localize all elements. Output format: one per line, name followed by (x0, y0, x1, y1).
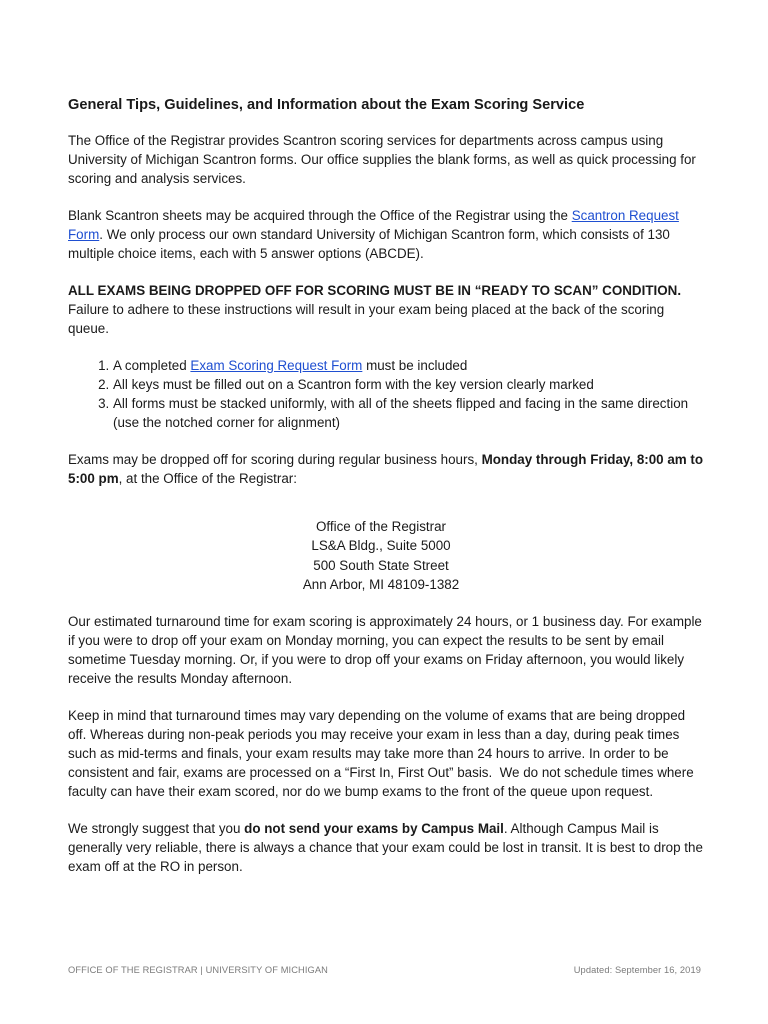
ready-to-scan-text: Failure to adhere to these instructions will result in your exam being placed at the back of the scoring queue. (68, 283, 689, 336)
registrar-address (68, 506, 704, 594)
volume-text: Keep in mind that turnaround times may vary depending on the volume of exams that are being dropped off. Whereas during non-peak periods you may receive your exam in less than a day, during peak times such as mid-terms and finals, your exam results may take more than 24 hours to arrive. In order to be consistent and fair, exams are processed on a “First In, First Out” basis. We do not schedule times where faculty can have their exam scored, nor do we bump exams to the front of the queue upon request. (68, 708, 698, 800)
turnaround-paragraph (68, 612, 704, 688)
footer-updated-date: Updated: September 16, 2019 (573, 965, 701, 975)
campus-mail-text-before: We strongly suggest that you (68, 821, 245, 837)
intro-paragraph (68, 131, 704, 188)
list-item: 2. All keys must be filled out on a Scantron form with the key version clearly marked (113, 375, 704, 394)
hours-text-after: , at the Office of the Registrar: (118, 471, 297, 486)
volume-paragraph (68, 706, 704, 801)
requirement-1-before: A completed (113, 358, 191, 373)
campus-mail-text-after: . Although Campus Mail is generally very reliable, there is always a chance that your exam could be lost in transit. It is best to drop the exam off at the RO in person. (68, 821, 703, 875)
hours-text-before: Exams may be dropped off for scoring during regular business hours, (68, 452, 482, 467)
campus-mail-paragraph (68, 819, 704, 876)
page-footer (68, 965, 701, 975)
address-line: 500 South State Street (313, 557, 449, 573)
address-line: Ann Arbor, MI 48109-1382 (302, 576, 460, 592)
document-page (68, 96, 704, 894)
list-item: 3. All forms must be stacked uniformly, with all of the sheets flipped and facing in the same direction (use the notched corner for alignment) (113, 394, 704, 432)
address-line: Office of the Registrar (316, 519, 446, 534)
requirement-1-after: must be included (362, 358, 468, 373)
page-title: General Tips, Guidelines, and Information about the Exam Scoring Service (68, 97, 585, 113)
intro-text: The Office of the Registrar provides Scantron scoring services for departments across campus using University of Michigan Scantron forms. Our office supplies the blank forms, as well as quick processing for scoring and analysis services. (68, 133, 696, 186)
business-hours: Monday through Friday, 8:00 am to 5:00 pm (68, 452, 704, 486)
scantron-request-form-link[interactable]: Scantron Request Form (68, 208, 679, 242)
requirements-list (68, 356, 704, 432)
blank-sheets-paragraph (68, 206, 704, 263)
blank-sheets-text-after: . We only process our own standard University of Michigan Scantron form, which consists of 130 multiple choice items, each with 5 answer options (ABCDE). (68, 227, 670, 261)
ready-to-scan-paragraph (68, 281, 704, 338)
footer-office-name: OFFICE OF THE REGISTRAR | UNIVERSITY OF MICHIGAN (68, 965, 328, 975)
hours-paragraph (68, 450, 704, 488)
blank-sheets-text-before: Blank Scantron sheets may be acquired through the Office of the Registrar using the (68, 208, 572, 223)
list-item (113, 356, 704, 375)
ready-to-scan-heading: ALL EXAMS BEING DROPPED OFF FOR SCORING MUST BE IN “READY TO SCAN” CONDITION. (68, 283, 682, 298)
campus-mail-warning: do not send your exams by Campus Mail (244, 821, 504, 837)
turnaround-text: Our estimated turnaround time for exam scoring is approximately 24 hours, or 1 business day. For example if you were to drop off your exam on Monday morning, you can expect the results to be sent by email sometime Tuesday morning. Or, if you were to drop off your exams on Friday afternoon, you would likely receive the results Monday afternoon. (68, 614, 702, 687)
address-line: LS&A Bldg., Suite 5000 (311, 538, 451, 554)
exam-scoring-request-form-link[interactable]: Exam Scoring Request Form (190, 358, 363, 373)
